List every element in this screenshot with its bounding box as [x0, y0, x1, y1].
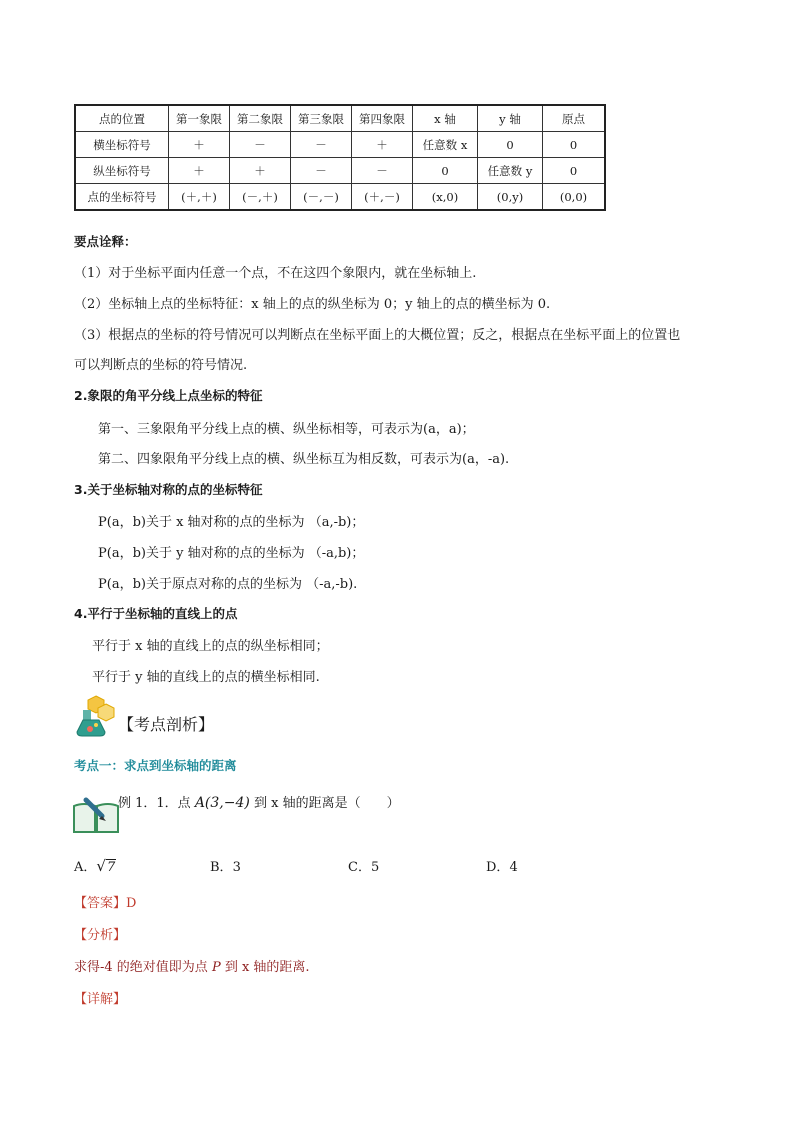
table-cell: 点的位置 — [75, 105, 169, 132]
option-a: A．√7 — [74, 857, 116, 875]
key-point-1: （1）对于坐标平面内任意一个点，不在这四个象限内，就在坐标轴上. — [74, 266, 477, 281]
table-cell: y 轴 — [478, 105, 543, 132]
table-cell: 任意数 y — [478, 158, 543, 184]
point-label: A(3,−4) — [194, 795, 250, 811]
table-cell: (－,＋) — [230, 184, 291, 211]
table-cell: (＋,－) — [352, 184, 413, 211]
section-4-line-2: 平行于 y 轴的直线上的点的横坐标相同. — [92, 670, 320, 685]
table-cell: ＋ — [169, 132, 230, 158]
example-prefix: 例 1．1．点 — [118, 796, 195, 811]
table-cell: 第二象限 — [230, 105, 291, 132]
table-cell: 0 — [413, 158, 478, 184]
analysis-text: 求得-4 的绝对值即为点 P 到 x 轴的距离. — [74, 960, 310, 975]
table-cell: 原点 — [543, 105, 606, 132]
table-cell: (0,y) — [478, 184, 543, 211]
example-question — [118, 792, 400, 811]
option-c: C．5 — [348, 860, 380, 875]
section-3-line-1: P(a，b)关于 x 轴对称的点的坐标为 （a,-b)； — [98, 515, 365, 530]
answer-value: D — [126, 896, 137, 911]
option-b: B．3 — [210, 860, 241, 875]
option-d: D．4 — [486, 860, 518, 875]
table-cell: － — [352, 158, 413, 184]
section-2-line-2: 第二、四象限角平分线上点的横、纵坐标互为相反数，可表示为(a，-a). — [98, 452, 510, 467]
table-cell: 0 — [478, 132, 543, 158]
section-2-line-1: 第一、三象限角平分线上点的横、纵坐标相等，可表示为(a，a)； — [98, 422, 475, 437]
table-cell: 第四象限 — [352, 105, 413, 132]
table-cell: ＋ — [352, 132, 413, 158]
example-suffix: 到 x 轴的距离是（ ） — [249, 796, 400, 811]
table-cell: 第三象限 — [291, 105, 352, 132]
table-cell: 纵坐标符号 — [75, 158, 169, 184]
key-point-2: （2）坐标轴上点的坐标特征：x 轴上的点的纵坐标为 0；y 轴上的点的横坐标为 0. — [74, 297, 551, 312]
table-header-row — [75, 105, 605, 132]
table-row — [75, 158, 605, 184]
table-row — [75, 132, 605, 158]
section-3-line-2: P(a，b)关于 y 轴对称的点的坐标为 （-a,b)； — [98, 546, 365, 561]
table-cell: 第一象限 — [169, 105, 230, 132]
answer-line — [74, 892, 136, 911]
table-cell: 横坐标符号 — [75, 132, 169, 158]
detail-label: 【详解】 — [74, 992, 127, 1007]
section-4-title: 4.平行于坐标轴的直线上的点 — [74, 606, 238, 621]
table-cell: － — [230, 132, 291, 158]
table-cell: － — [291, 158, 352, 184]
table-cell: 任意数 x — [413, 132, 478, 158]
table-cell: － — [291, 132, 352, 158]
table-cell: ＋ — [230, 158, 291, 184]
table-cell: (－,－) — [291, 184, 352, 211]
table-cell: (＋,＋) — [169, 184, 230, 211]
section-3-line-3: P(a，b)关于原点对称的点的坐标为 （-a,-b). — [98, 577, 358, 592]
coordinate-sign-table — [74, 104, 606, 211]
key-point-3a: （3）根据点的坐标的符号情况可以判断点在坐标平面上的大概位置；反之，根据点在坐标平面上的位置也 — [74, 328, 681, 343]
table-cell: (0,0) — [543, 184, 606, 211]
analysis-label: 【分析】 — [74, 928, 127, 943]
table-cell: x 轴 — [413, 105, 478, 132]
answer-label: 【答案】 — [74, 896, 127, 911]
table-cell: (x,0) — [413, 184, 478, 211]
flask-icon — [74, 694, 118, 738]
section-3-title: 3.关于坐标轴对称的点的坐标特征 — [74, 482, 263, 497]
key-point-3b: 可以判断点的坐标的符号情况. — [74, 358, 248, 373]
topic-title: 考点一：求点到坐标轴的距离 — [74, 758, 237, 773]
table-cell: ＋ — [169, 158, 230, 184]
table-cell: 0 — [543, 158, 606, 184]
analysis-heading: 【考点剖析】 — [118, 715, 215, 734]
table-cell: 点的坐标符号 — [75, 184, 169, 211]
sqrt-symbol: √ — [96, 857, 106, 875]
key-points-title: 要点诠释： — [74, 234, 137, 249]
section-2-title: 2.象限的角平分线上点坐标的特征 — [74, 388, 263, 403]
section-4-line-1: 平行于 x 轴的直线上的点的纵坐标相同； — [92, 639, 329, 654]
table-row — [75, 184, 605, 211]
table-cell: 0 — [543, 132, 606, 158]
book-pencil-icon — [72, 794, 120, 834]
